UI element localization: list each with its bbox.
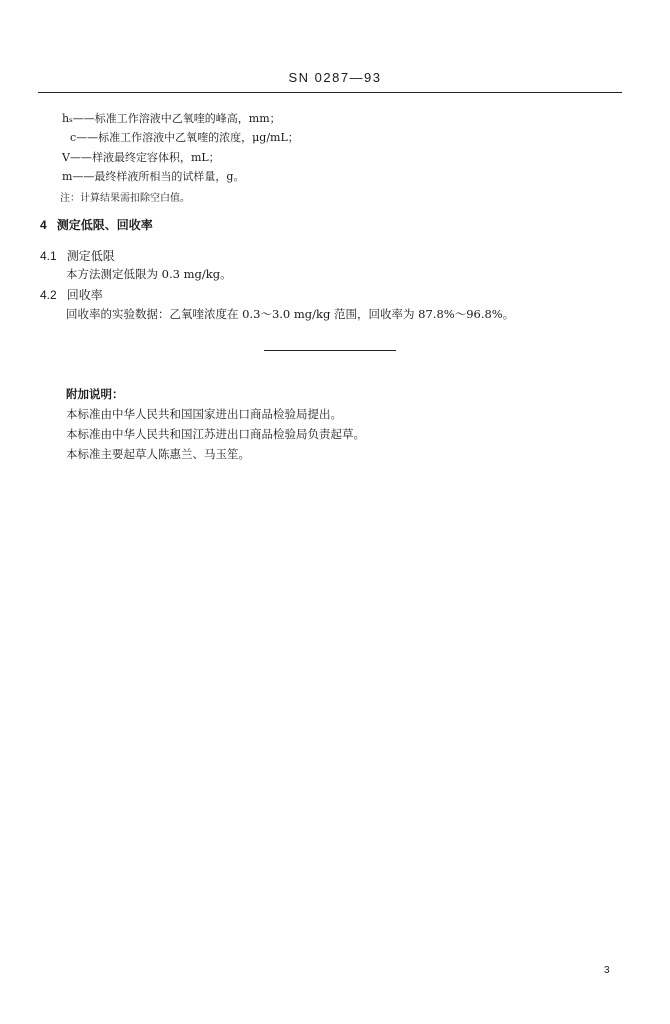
calculation-note: 注：计算结果需扣除空白值。 [60,193,190,204]
header-divider [38,92,622,93]
additional-notes-title: 附加说明： [66,387,124,401]
additional-notes-line-1: 本标准由中华人民共和国国家进出口商品检验局提出。 [66,407,342,421]
section-4-title: 测定低限、回收率 [56,218,153,232]
standard-code-header: SN 0287—93 [288,70,382,85]
section-4-1-number: 4.1 [40,249,57,263]
section-4-number: 4 [40,218,47,232]
section-4-1-heading [40,247,115,264]
page-number: 3 [604,965,610,976]
additional-notes-line-3: 本标准主要起草人陈惠兰、马玉笙。 [66,447,250,461]
section-4-2-heading [40,286,103,303]
section-4-1-text: 本方法测定低限为 0.3 mg/kg。 [66,267,232,281]
section-4-2-title: 回收率 [66,288,103,302]
section-4-heading [40,216,153,233]
variable-definition-m: m——最终样液所相当的试样量，g。 [62,170,245,183]
section-4-1-title: 测定低限 [66,249,115,263]
variable-definition-v: V——样液最终定容体积，mL； [62,151,220,164]
section-4-2-number: 4.2 [40,288,57,302]
variable-definition-c: c——标准工作溶液中乙氧喹的浓度，μg/mL； [70,131,299,144]
additional-notes-line-2: 本标准由中华人民共和国江苏进出口商品检验局负责起草。 [66,427,365,441]
variable-definition-h: hₛ——标准工作溶液中乙氧喹的峰高，mm； [62,112,281,125]
section-4-2-text: 回收率的实验数据：乙氧喹浓度在 0.3～3.0 mg/kg 范围，回收率为 87.8%～96.8%。 [66,307,515,321]
end-of-text-rule [264,350,396,351]
